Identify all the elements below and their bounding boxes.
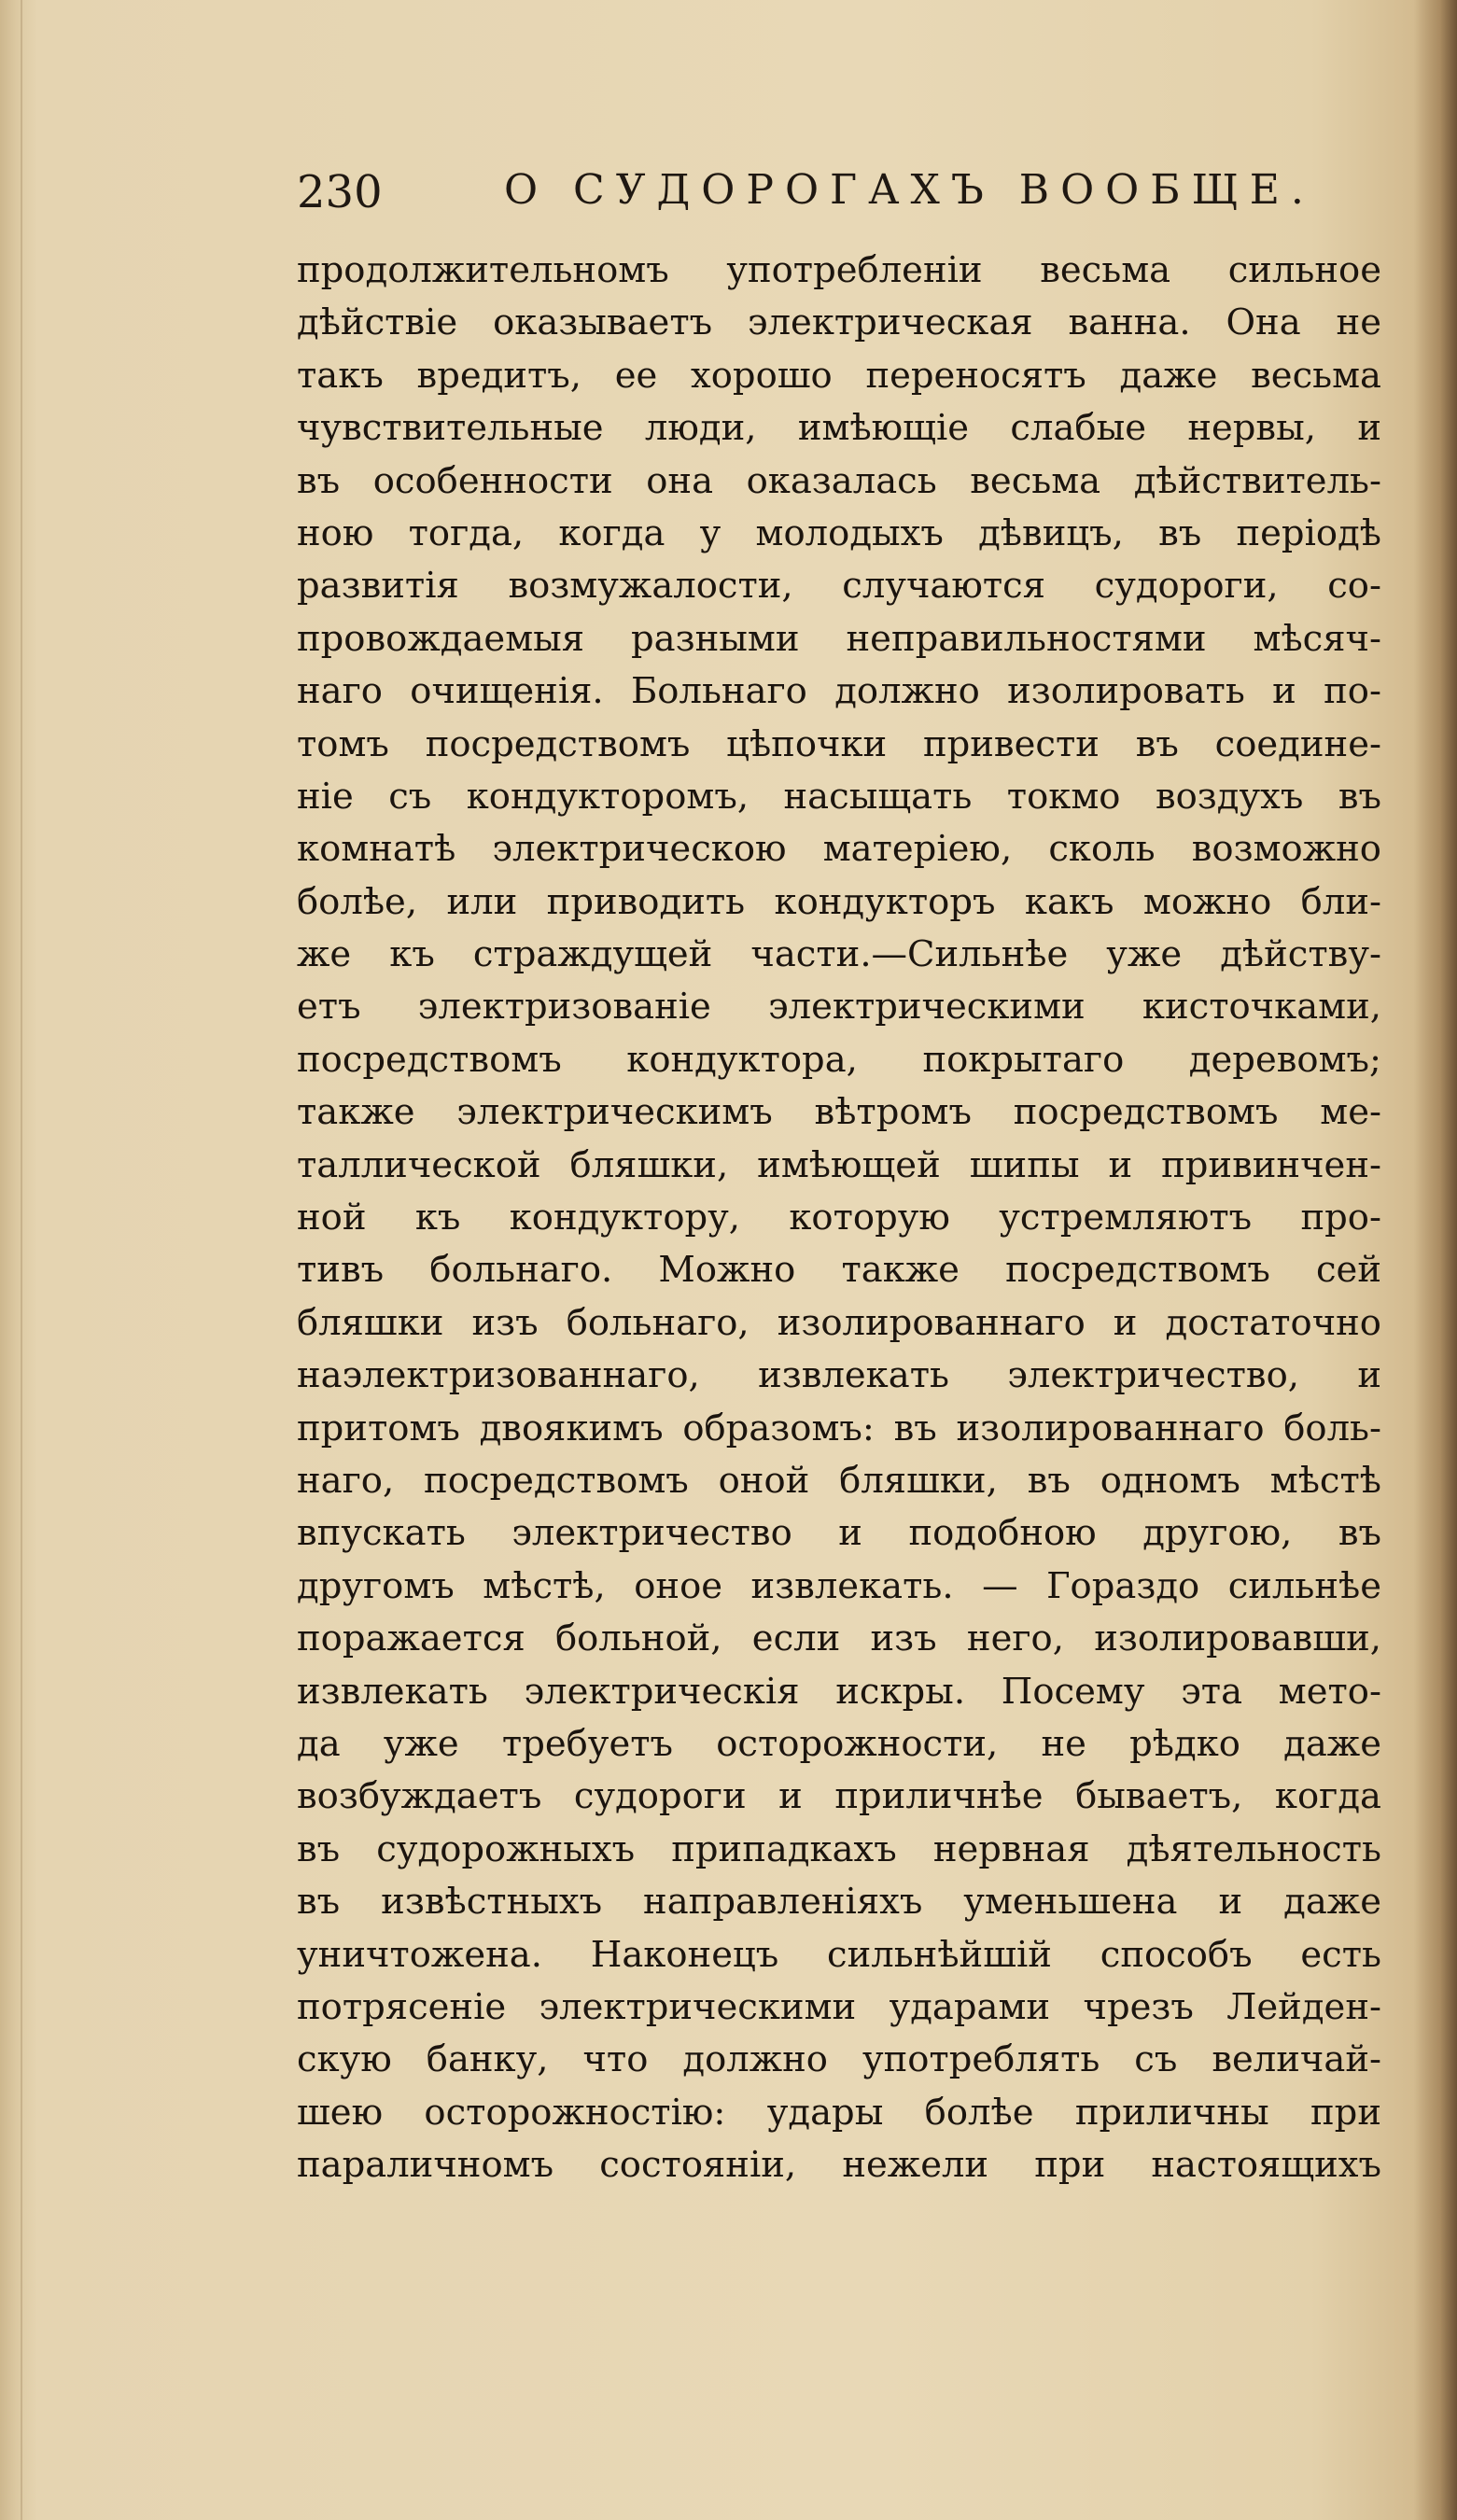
text-line: дѣйствіе оказываетъ электрическая ванна. Она не: [297, 301, 1381, 344]
text-line: поражается больной, если изъ него, изолировавши,: [297, 1617, 1381, 1660]
text-line: томъ посредствомъ цѣпочки привести въ соедине-: [297, 722, 1381, 765]
text-line: извлекать электрическія искры. Посему эта мето-: [297, 1670, 1381, 1713]
running-head: О СУДОРОГАХЪ ВООБЩЕ.: [504, 166, 1315, 214]
page-gutter-shadow: [21, 0, 22, 2520]
page-number: 230: [297, 166, 383, 218]
text-line: въ особенности она оказалась весьма дѣйствитель-: [297, 459, 1381, 502]
text-line: наго очищенія. Больнаго должно изолировать и по-: [297, 670, 1381, 713]
text-line: бляшки изъ больнаго, изолированнаго и достаточно: [297, 1301, 1381, 1344]
text-line: впускать электричество и подобною другою, въ: [297, 1512, 1381, 1555]
text-line: наго, посредствомъ оной бляшки, въ одномъ мѣстѣ: [297, 1459, 1381, 1502]
text-line: потрясеніе электрическими ударами чрезъ Лейден-: [297, 1985, 1381, 2028]
text-line: етъ электризованіе электрическими кисточками,: [297, 986, 1381, 1029]
text-line: же къ страждущей части.—Сильнѣе уже дѣйству-: [297, 933, 1381, 976]
body-text: [297, 245, 1381, 2191]
text-line: параличномъ состояніи, нежели при настоящихъ: [297, 2144, 1381, 2187]
text-line: таллической бляшки, имѣющей шипы и привинчен-: [297, 1143, 1381, 1186]
text-line: провождаемыя разными неправильностями мѣсяч-: [297, 617, 1381, 660]
text-line: продолжительномъ употребленіи весьма сильное: [297, 249, 1381, 291]
text-line: шею осторожностію: удары болѣе приличны при: [297, 2091, 1381, 2134]
text-line: въ извѣстныхъ направленіяхъ уменьшена и даже: [297, 1881, 1381, 1924]
text-line: тивъ больнаго. Можно также посредствомъ сей: [297, 1249, 1381, 1292]
text-line: наэлектризованнаго, извлекать электричество, и: [297, 1354, 1381, 1397]
text-line: чувствительные люди, имѣющіе слабые нервы, и: [297, 407, 1381, 450]
text-line: болѣе, или приводить кондукторъ какъ можно бли-: [297, 880, 1381, 923]
text-line: такъ вредитъ, ее хорошо переносятъ даже весьма: [297, 354, 1381, 397]
text-line: скую банку, что должно употреблять съ величай-: [297, 2038, 1381, 2081]
text-line: да уже требуетъ осторожности, не рѣдко даже: [297, 1722, 1381, 1765]
text-line: другомъ мѣстѣ, оное извлекать. — Гораздо сильнѣе: [297, 1564, 1381, 1607]
text-line: возбуждаетъ судороги и приличнѣе бываетъ, когда: [297, 1775, 1381, 1818]
page-header: [297, 166, 1398, 231]
text-line: уничтожена. Наконецъ сильнѣйшій способъ есть: [297, 1933, 1381, 1976]
page-right-edge-shadow: [1414, 0, 1457, 2520]
text-line: притомъ двоякимъ образомъ: въ изолированнаго боль-: [297, 1407, 1381, 1449]
text-line: ною тогда, когда у молодыхъ дѣвицъ, въ періодѣ: [297, 511, 1381, 554]
text-line: развитія возмужалости, случаются судороги, со-: [297, 565, 1381, 608]
text-line: ной къ кондуктору, которую устремляютъ про-: [297, 1197, 1381, 1239]
text-line: комнатѣ электрическою матеріею, сколь возможно: [297, 828, 1381, 871]
text-line: въ судорожныхъ припадкахъ нервная дѣятельность: [297, 1827, 1381, 1870]
text-line: ніе съ кондукторомъ, насыщать токмо воздухъ въ: [297, 775, 1381, 818]
text-line: также электрическимъ вѣтромъ посредствомъ ме-: [297, 1091, 1381, 1134]
text-line: посредствомъ кондуктора, покрытаго деревомъ;: [297, 1038, 1381, 1081]
